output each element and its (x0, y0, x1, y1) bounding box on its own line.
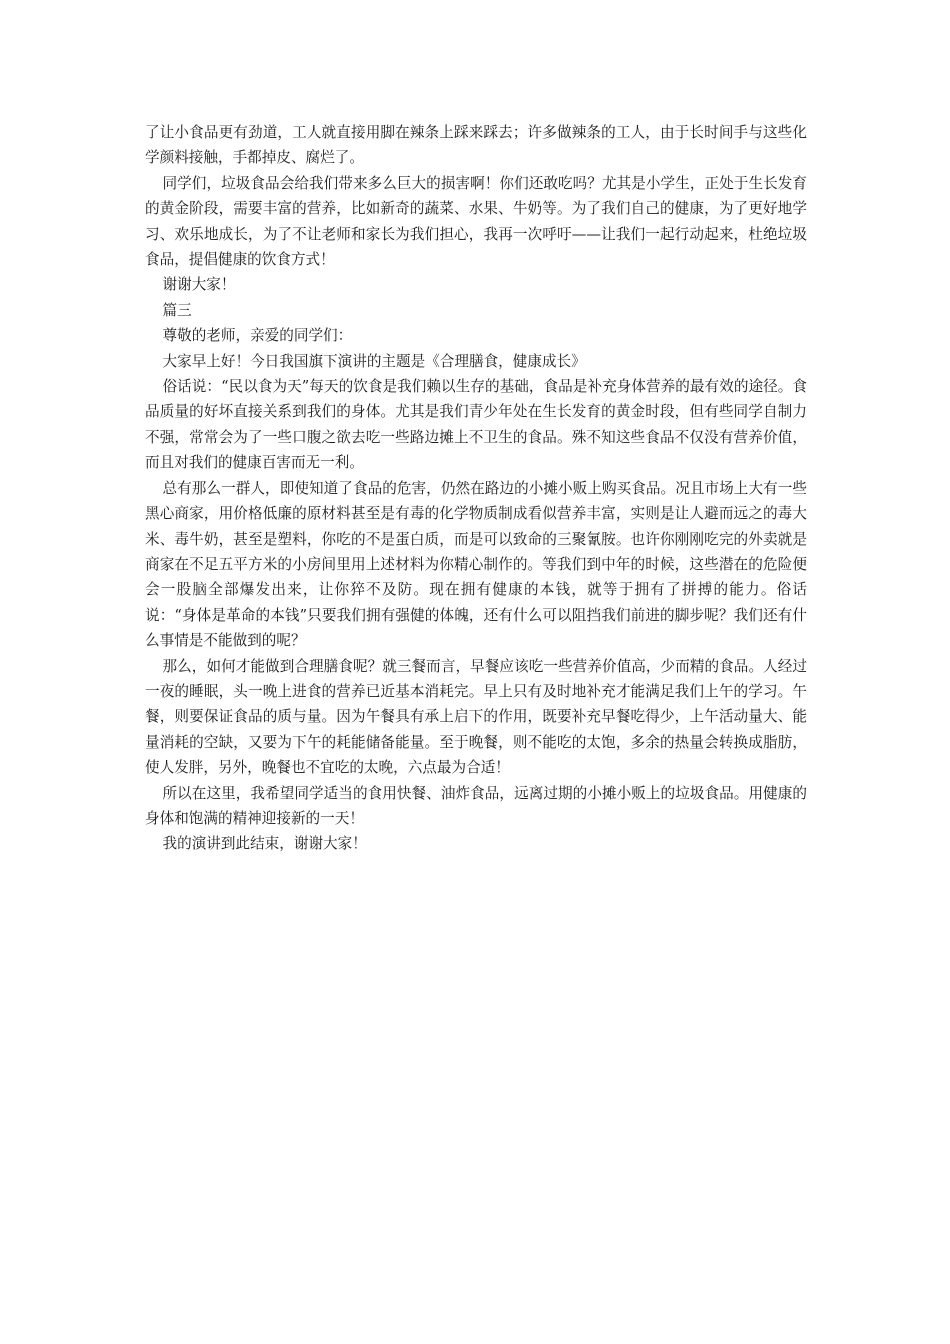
paragraph-greeting-topic: 大家早上好！今日我国旗下演讲的主题是《合理膳食，健康成长》 (162, 352, 586, 370)
paragraph-continuation: 了让小食品更有劲道，工人就直接用脚在辣条上踩来踩去；许多做辣条的工人，由于长时间手与这些化学颜料接触，手都掉皮、腐烂了。 (145, 124, 807, 167)
paragraph-junk-food-harm: 同学们，垃圾食品会给我们带来多么巨大的损害啊！你们还敢吃吗？尤其是小学生，正处于生长发育的黄金阶段，需要丰富的营养，比如新奇的蔬菜、水果、牛奶等。为了我们自己的健康，为了更好地学习、欢乐地成长，为了不让老师和家长为我们担心，我再一次呼吁——让我们一起行动起来，杜绝垃圾食品，提倡健康的饮食方式！ (145, 174, 807, 269)
paragraph-proverb: 俗话说：“民以食为天”每天的饮食是我们赖以生存的基础，食品是补充身体营养的最有效的途径。食品质量的好坏直接关系到我们的身体。尤其是我们青少年处在生长发育的黄金时段，但有些同学自制力不强，常常会为了一些口腹之欲去吃一些路边摊上不卫生的食品。殊不知这些食品不仅没有营养价值，而且对我们的健康百害而无一利。 (145, 378, 807, 472)
paragraph-food-danger: 总有那么一群人，即使知道了食品的危害，仍然在路边的小摊小贩上购买食品。况且市场上大有一些黑心商家，用价格低廉的原材料甚至是有毒的化学物质制成看似营养丰富，实则是让人避而远之的毒大米、毒牛奶，甚至是塑料，你吃的不是蛋白质，而是可以致命的三聚氰胺。也许你刚刚吃完的外卖就是商家在不足五平方米的小房间里用上述材料为你精心制作的。等我们到中年的时候，这些潜在的危险便会一股脑全部爆发出来，让你猝不及防。现在拥有健康的本钱，就等于拥有了拼搏的能力。俗话说：“身体是革命的本钱”只要我们拥有强健的体魄，还有什么可以阻挡我们前进的脚步呢？我们还有什么事情是不能做到的呢？ (145, 479, 807, 650)
document-page (145, 120, 807, 857)
paragraph-three-meals: 那么，如何才能做到合理膳食呢？就三餐而言，早餐应该吃一些营养价值高，少而精的食品。人经过一夜的睡眠，头一晚上进食的营养已近基本消耗完。早上只有及时地补充才能满足我们上午的学习。午餐，则要保证食品的质与量。因为午餐具有承上启下的作用，既要补充早餐吃得少，上午活动量大、能量消耗的空缺，又要为下午的耗能储备能量。至于晚餐，则不能吃的太饱，多余的热量会转换成脂肪，使人发胖，另外，晚餐也不宜吃的太晚，六点最为合适！ (145, 657, 807, 777)
paragraph-salutation: 尊敬的老师，亲爱的同学们： (162, 327, 353, 345)
section-heading: 篇三 (162, 301, 192, 319)
paragraph-thanks: 谢谢大家！ (162, 276, 236, 294)
paragraph-closing: 我的演讲到此结束，谢谢大家！ (162, 835, 367, 853)
paragraph-hope: 所以在这里，我希望同学适当的食用快餐、油炸食品，远离过期的小摊小贩上的垃圾食品。用健康的身体和饱满的精神迎接新的一天！ (145, 784, 807, 827)
